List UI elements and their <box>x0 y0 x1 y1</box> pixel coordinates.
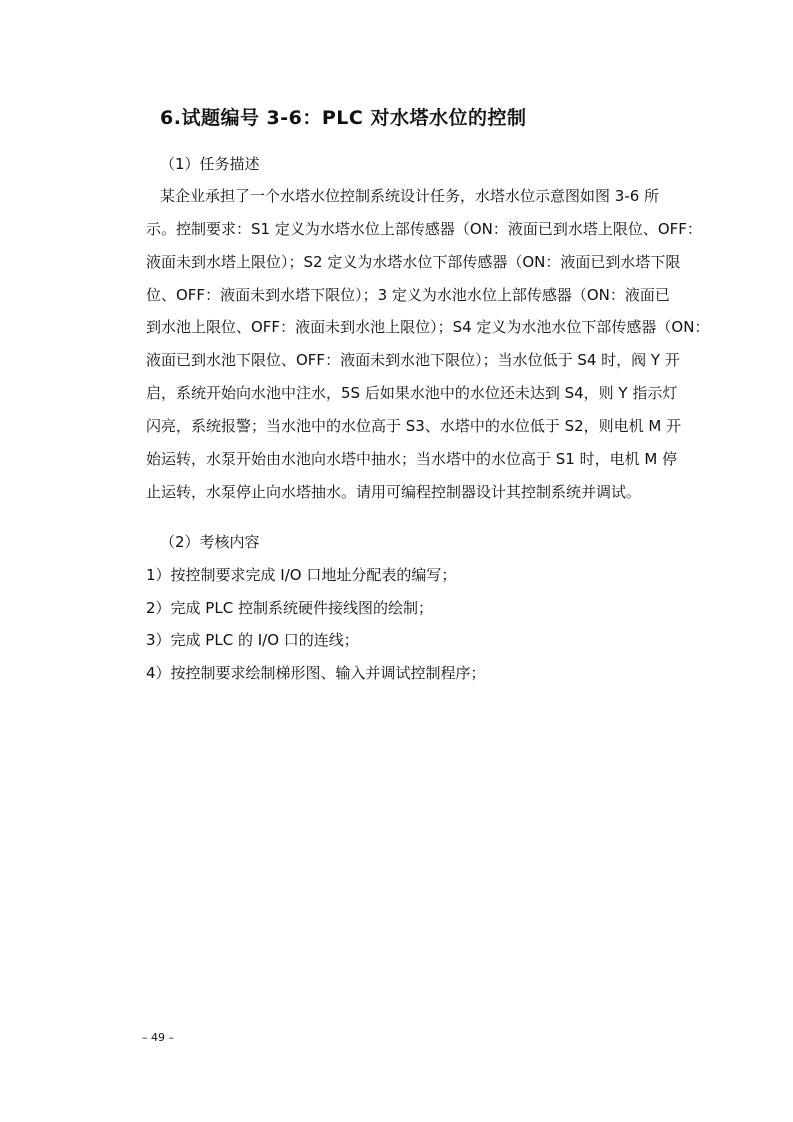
assessment-item: 2）完成 PLC 控制系统硬件接线图的绘制； <box>146 599 433 617</box>
task-description-line: 到水池上限位、OFF：液面未到水池上限位）；S4 定义为水池水位下部传感器（ON： <box>146 318 710 336</box>
task-description-line: 液面已到水池下限位、OFF：液面未到水池下限位）；当水位低于 S4 时，阀 Y 开 <box>146 351 680 369</box>
assessment-item: 3）完成 PLC 的 I/O 口的连线； <box>146 631 359 649</box>
task-description-line: 液面未到水塔上限位）；S2 定义为水塔水位下部传感器（ON：液面已到水塔下限 <box>146 253 681 271</box>
task-description-line: 始运转，水泵开始由水池向水塔中抽水；当水塔中的水位高于 S1 时，电机 M 停 <box>146 450 678 468</box>
assessment-item: 4）按控制要求绘制梯形图、输入并调试控制程序； <box>146 664 486 682</box>
page-title: 6.试题编号 3-6：PLC 对水塔水位的控制 <box>160 107 527 129</box>
task-description-line: 止运转，水泵停止向水塔抽水。请用可编程控制器设计其控制系统并调试。 <box>146 483 642 501</box>
task-description-line: 闪亮，系统报警；当水池中的水位高于 S3、水塔中的水位低于 S2，则电机 M 开 <box>146 417 682 435</box>
task-description-line: 位、OFF：液面未到水塔下限位）；3 定义为水池水位上部传感器（ON：液面已 <box>146 286 670 304</box>
assessment-item: 1）按控制要求完成 I/O 口地址分配表的编写； <box>146 566 457 584</box>
task-description-line: 启，系统开始向水池中注水，5S 后如果水池中的水位还未达到 S4，则 Y 指示灯 <box>146 384 678 402</box>
task-description-line: 示。控制要求：S1 定义为水塔水位上部传感器（ON：液面已到水塔上限位、OFF： <box>146 220 702 238</box>
task-description-line: 某企业承担了一个水塔水位控制系统设计任务，水塔水位示意图如图 3-6 所 <box>160 187 660 205</box>
assessment-content-heading: （2）考核内容 <box>160 533 260 551</box>
page-number: – 49 – <box>142 1031 174 1044</box>
task-description-heading: （1）任务描述 <box>160 155 260 173</box>
